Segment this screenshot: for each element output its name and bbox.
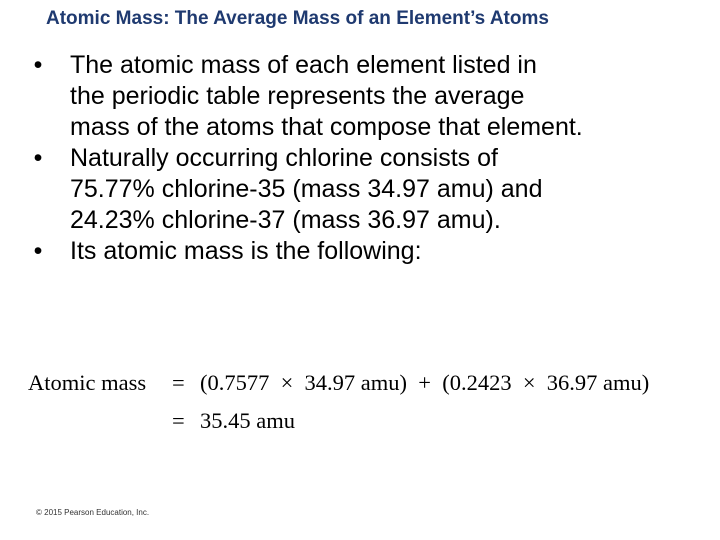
bullet-item <box>26 143 706 236</box>
bullet-marker: • <box>33 51 43 79</box>
bullet-line: Naturally occurring chlorine consists of <box>70 144 498 172</box>
bullet-list <box>26 50 706 267</box>
bullet-marker: • <box>33 237 43 265</box>
slide-title: Atomic Mass: The Average Mass of an Element’s Atoms <box>46 8 549 29</box>
bullet-marker: • <box>33 144 43 172</box>
bullet-line: 24.23% chlorine-37 (mass 36.97 amu). <box>70 206 501 234</box>
bullet-line: mass of the atoms that compose that element. <box>70 113 583 141</box>
equals-sign: = <box>172 408 185 433</box>
bullet-line: 75.77% chlorine-35 (mass 34.97 amu) and <box>70 175 543 203</box>
bullet-item <box>26 236 706 267</box>
bullet-line: the periodic table represents the average <box>70 82 525 110</box>
copyright-notice: © 2015 Pearson Education, Inc. <box>36 508 150 517</box>
bullet-item <box>26 50 706 143</box>
equation-rhs-weighted-sum: (0.7577 × 34.97 amu) + (0.2423 × 36.97 amu) <box>200 370 650 395</box>
bullet-line: The atomic mass of each element listed in <box>70 51 537 79</box>
equals-sign: = <box>172 370 185 395</box>
equation-result: 35.45 amu <box>200 408 295 433</box>
bullet-line: Its atomic mass is the following: <box>70 237 422 265</box>
equation-lhs: Atomic mass <box>28 370 147 395</box>
